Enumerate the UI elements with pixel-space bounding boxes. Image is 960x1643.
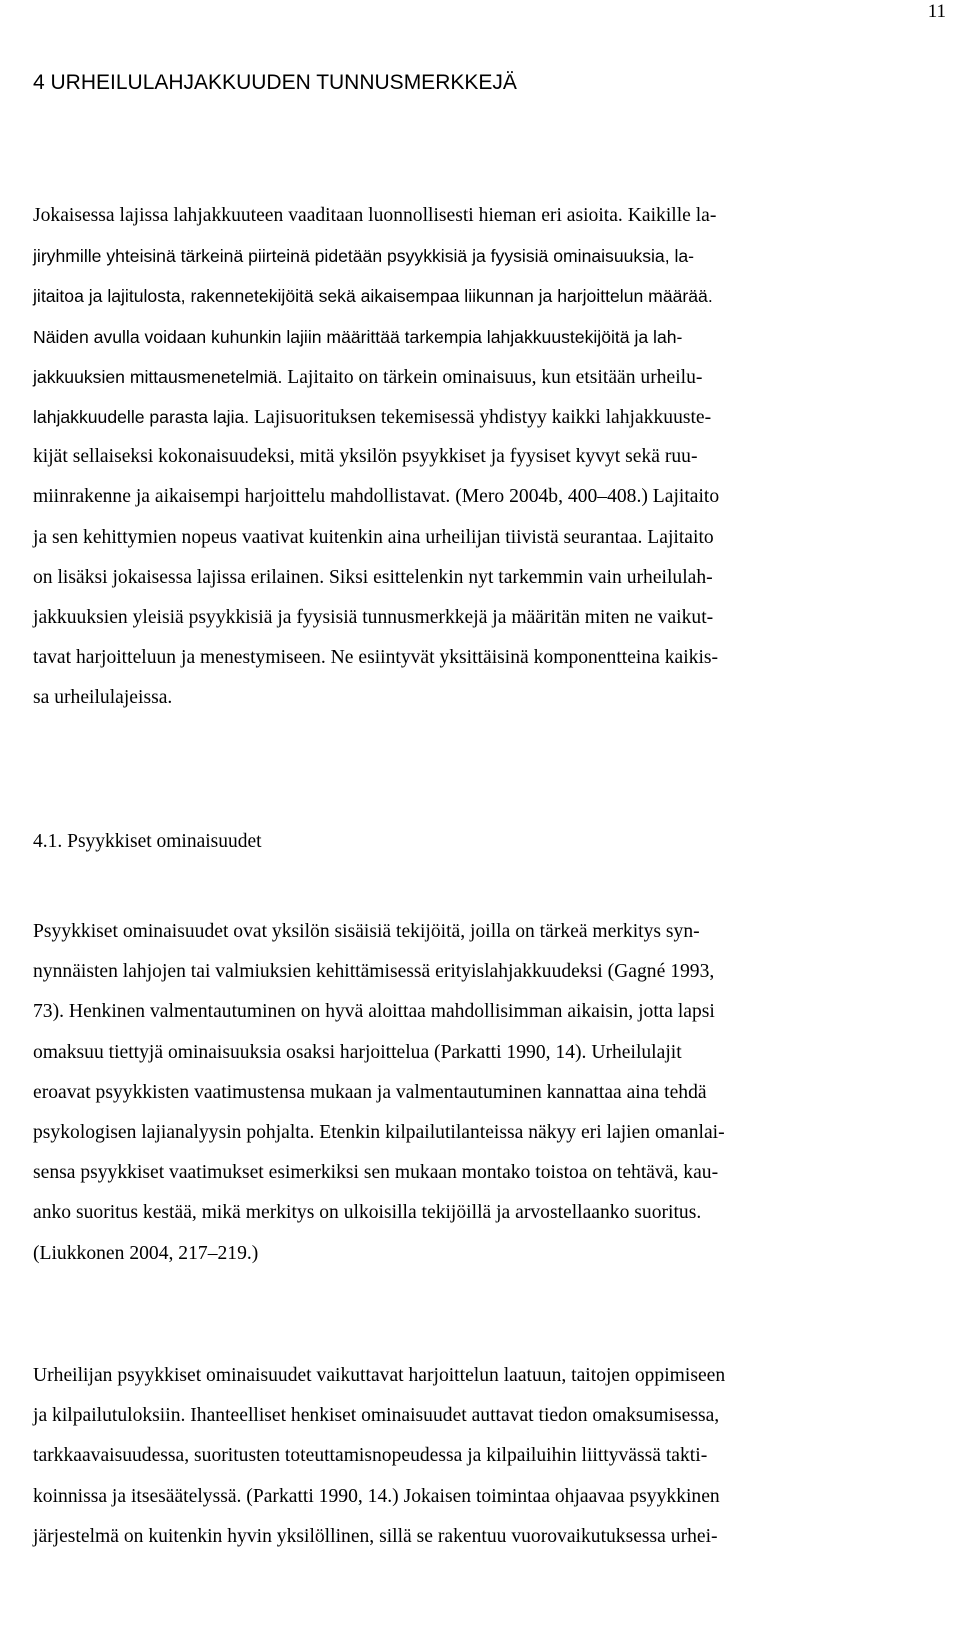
paragraph-psychological-2: [33, 1356, 953, 1557]
text-segment: sensa psyykkiset vaatimukset esimerkiksi sen mukaan montako toistoa on tehtävä, kau-: [33, 1162, 719, 1184]
text-line: [33, 1436, 953, 1476]
text-segment: Lajitaito on tärkein ominaisuus, kun etsitään urheilu-: [287, 366, 703, 388]
text-segment: lahjakkuudelle parasta lajia.: [33, 406, 255, 427]
text-segment: omaksuu tiettyjä ominaisuuksia osaksi harjoittelua (Parkatti 1990, 14). Urheilulajit: [33, 1041, 682, 1063]
text-line: [33, 236, 953, 276]
text-segment: miinrakenne ja aikaisempi harjoittelu mahdollistavat. (Mero 2004b, 400–408.) Lajitaito: [33, 486, 720, 508]
text-segment: Näiden avulla voidaan kuhunkin lajiin määrittää tarkempia lahjakkuustekijöitä ja lah-: [33, 326, 683, 347]
text-line: [33, 397, 953, 437]
text-segment: sa urheilulajeissa.: [33, 687, 173, 709]
text-line: [33, 196, 953, 236]
chapter-heading: 4 URHEILULAHJAKKUUDEN TUNNUSMERKKEJÄ: [33, 71, 517, 94]
text-segment: Lajisuorituksen tekemisessä yhdistyy kaikki lahjakkuuste-: [254, 406, 712, 428]
text-line: [33, 1073, 953, 1113]
text-segment: Psyykkiset ominaisuudet ovat yksilön sisäisiä tekijöitä, joilla on tärkeä merkitys syn-: [33, 921, 700, 942]
text-line: [33, 992, 953, 1032]
paragraph-psychological-1: [33, 912, 953, 1274]
text-segment: tarkkaavaisuudessa, suoritusten toteuttamisnopeudessa ja kilpailuihin liittyvässä takti-: [33, 1445, 708, 1467]
text-line: [33, 1193, 953, 1233]
text-line: [33, 952, 953, 992]
text-line: [33, 598, 953, 638]
text-segment: jakkuuksien mittausmenetelmiä.: [33, 366, 288, 387]
text-segment: (Liukkonen 2004, 217–219.): [33, 1242, 259, 1264]
text-line: [33, 638, 953, 678]
text-segment: nynnäisten lahjojen tai valmiuksien kehittämisessä erityislahjakkuudeksi (Gagné 1993,: [33, 961, 715, 983]
text-segment: psykologisen lajianalyysin pohjalta. Etenkin kilpailutilanteissa näkyy eri lajien omanlai-: [33, 1121, 725, 1143]
text-line: [33, 1396, 953, 1436]
text-line: [33, 1234, 953, 1274]
text-line: [33, 1033, 953, 1073]
text-segment: jiryhmille yhteisinä tärkeinä piirteinä pidetään psyykkisiä ja fyysisiä ominaisuuksia, la-: [33, 246, 695, 267]
text-line: [33, 518, 953, 558]
text-line: [33, 1113, 953, 1153]
text-segment: jitaitoa ja lajitulosta, rakennetekijöitä sekä aikaisempaa liikunnan ja harjoittelun määrää.: [33, 286, 713, 307]
text-line: [33, 357, 953, 397]
text-line: [33, 437, 953, 477]
text-segment: Jokaisessa lajissa lahjakkuuteen vaaditaan luonnollisesti hieman eri asioita. Kaikille la-: [33, 205, 717, 226]
text-line: [33, 477, 953, 517]
text-line: [33, 1477, 953, 1517]
text-line: [33, 276, 953, 316]
text-segment: on lisäksi jokaisessa lajissa erilainen. Siksi esittelenkin nyt tarkemmin vain urheilulah-: [33, 566, 713, 588]
text-line: [33, 1356, 953, 1396]
text-segment: järjestelmä on kuitenkin hyvin yksilöllinen, sillä se rakentuu vuorovaikutuksessa urhei-: [33, 1525, 718, 1547]
text-segment: anko suoritus kestää, mikä merkitys on ulkoisilla tekijöillä ja arvostellaanko suoritus.: [33, 1202, 702, 1224]
text-segment: tavat harjoitteluun ja menestymiseen. Ne esiintyvät yksittäisinä komponentteina kaikis-: [33, 647, 719, 669]
text-line: [33, 317, 953, 357]
text-segment: 73). Henkinen valmentautuminen on hyvä aloittaa mahdollisimman aikaisin, jotta lapsi: [33, 1001, 715, 1023]
text-segment: eroavat psyykkisten vaatimustensa mukaan ja valmentautuminen kannattaa aina tehdä: [33, 1081, 707, 1103]
text-segment: ja sen kehittymien nopeus vaativat kuitenkin aina urheilijan tiivistä seurantaa. Lajitaito: [33, 526, 714, 548]
text-line: [33, 558, 953, 598]
text-line: [33, 1153, 953, 1193]
text-segment: ja kilpailutuloksiin. Ihanteelliset henkiset ominaisuudet auttavat tiedon omaksumisessa,: [33, 1405, 720, 1427]
text-line: [33, 912, 953, 952]
text-segment: jakkuuksien yleisiä psyykkisiä ja fyysisiä tunnusmerkkejä ja määritän miten ne vaikut-: [33, 606, 714, 628]
page-number: 11: [927, 1, 946, 22]
text-line: [33, 1517, 953, 1557]
text-segment: Urheilijan psyykkiset ominaisuudet vaikuttavat harjoittelun laatuun, taitojen oppimiseen: [33, 1365, 726, 1386]
text-segment: kijät sellaiseksi kokonaisuudeksi, mitä yksilön psyykkiset ja fyysiset kyvyt sekä ruu-: [33, 446, 698, 468]
paragraph-intro: [33, 196, 953, 718]
text-segment: koinnissa ja itsesäätelyssä. (Parkatti 1990, 14.) Jokaisen toimintaa ohjaavaa psyykkinen: [33, 1485, 720, 1507]
text-line: [33, 678, 953, 718]
section-heading: 4.1. Psyykkiset ominaisuudet: [33, 831, 262, 852]
